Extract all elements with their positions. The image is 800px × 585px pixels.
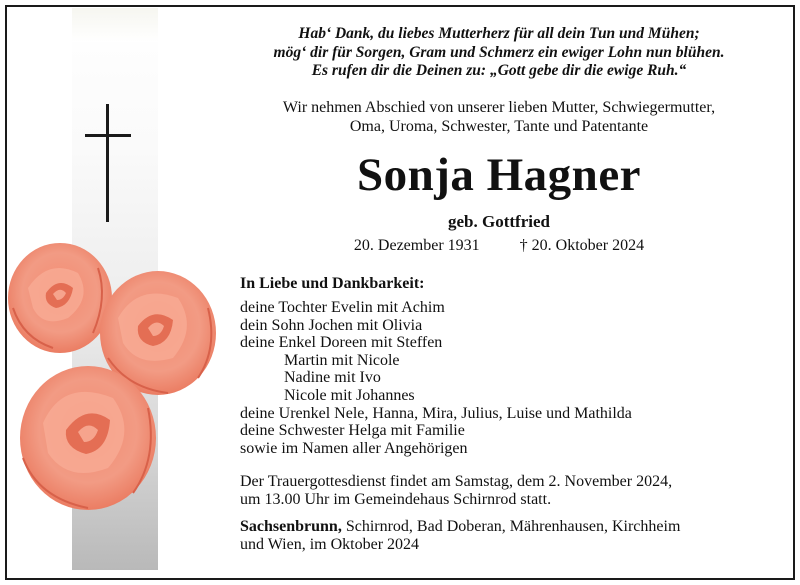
place-town: Sachsenbrunn, xyxy=(240,518,342,535)
verse-line-3: Es rufen dir die Deinen zu: „Gott gebe dir die ewige Ruh.“ xyxy=(311,62,687,79)
deceased-name: Sonja Hagner xyxy=(356,149,642,201)
place-date xyxy=(240,518,770,554)
intro-line-2: Oma, Uroma, Schwester, Tante und Patentante xyxy=(349,117,649,135)
service-line-1: Der Trauergottesdienst findet am Samstag, dem 2. November 2024, xyxy=(240,473,673,490)
mourner-line: deine Enkel Doreen mit Steffen xyxy=(240,334,443,352)
strip-top-highlight xyxy=(72,8,158,42)
service-line-2: um 13.00 Uhr im Gemeindehaus Schirnrod statt. xyxy=(240,491,552,508)
mourners-heading: In Liebe und Dankbarkeit: xyxy=(240,275,425,292)
service-info xyxy=(240,473,770,509)
rose-3 xyxy=(20,366,156,510)
place-line-1 xyxy=(240,518,770,536)
mourner-line: sowie im Namen aller Angehörigen xyxy=(240,439,468,457)
death-date: † 20. Oktober 2024 xyxy=(519,237,645,254)
mourner-line: deine Schwester Helga mit Familie xyxy=(240,422,465,440)
verse-line-2: mög‘ dir für Sorgen, Gram und Schmerz ein ewiger Lohn nun blühen. xyxy=(273,43,725,61)
mourners-list xyxy=(240,299,770,457)
mourner-line: dein Sohn Jochen mit Olivia xyxy=(240,316,423,334)
verse-line-1: Hab‘ Dank, du liebes Mutterherz für all dein Tun und Mühen; xyxy=(298,25,700,42)
birth-date: 20. Dezember 1931 xyxy=(353,237,480,254)
mourner-line: deine Urenkel Nele, Hanna, Mira, Julius, Luise und Mathilda xyxy=(240,404,632,422)
cross-icon xyxy=(84,104,132,224)
farewell-intro xyxy=(240,99,758,136)
place-line-2: und Wien, im Oktober 2024 xyxy=(240,536,420,553)
rose-1 xyxy=(8,243,112,353)
place-others: Schirnrod, Bad Doberan, Mährenhausen, Kirchheim xyxy=(341,518,681,535)
verse xyxy=(240,25,758,81)
mourner-line: deine Tochter Evelin mit Achim xyxy=(240,299,445,316)
mourner-line: Martin mit Nicole xyxy=(284,351,400,369)
intro-line-1: Wir nehmen Abschied von unserer lieben Mutter, Schwiegermutter, xyxy=(282,99,716,116)
mourner-line: Nadine mit Ivo xyxy=(284,369,381,387)
mourner-line: Nicole mit Johannes xyxy=(284,386,415,404)
life-dates xyxy=(240,236,758,256)
maiden-name: geb. Gottfried xyxy=(448,212,550,231)
roses-image xyxy=(8,238,220,538)
